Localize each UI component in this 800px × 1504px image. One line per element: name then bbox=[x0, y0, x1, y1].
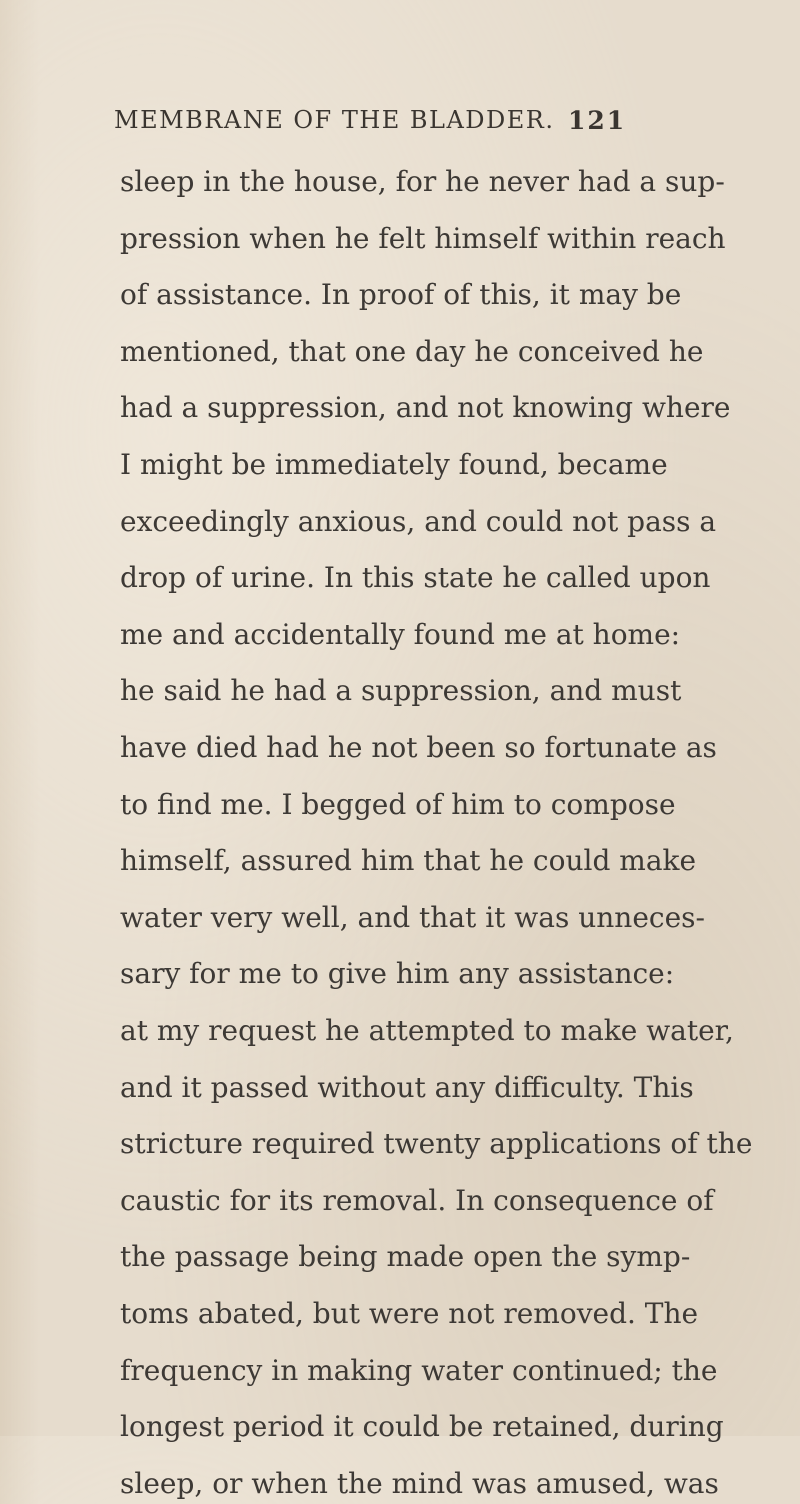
text-line: toms abated, but were not removed. The bbox=[120, 1297, 699, 1330]
text-line: mentioned, that one day he conceived he bbox=[120, 334, 704, 368]
text-line: the passage being made open the symp- bbox=[120, 1240, 691, 1274]
text-line: of assistance. In proof of this, it may be bbox=[120, 278, 682, 312]
text-line: frequency in making water continued; the bbox=[120, 1353, 718, 1387]
text-line: had a suppression, and not knowing where bbox=[120, 391, 731, 425]
text-line: sary for me to give him any assistance: bbox=[120, 957, 675, 991]
text-line: drop of urine. In this state he called upon bbox=[120, 561, 711, 595]
text-line: caustic for its removal. In consequence of bbox=[120, 1183, 714, 1217]
text-line: exceedingly anxious, and could not pass a bbox=[120, 504, 717, 538]
text-line: at my request he attempted to make water, bbox=[120, 1014, 734, 1047]
text-line: he said he had a suppression, and must bbox=[120, 674, 682, 708]
running-title: MEMBRANE OF THE BLADDER. bbox=[114, 106, 555, 134]
page-number: 121 bbox=[568, 106, 627, 135]
text-line: me and accidentally found me at home: bbox=[120, 617, 681, 651]
running-head bbox=[0, 106, 800, 146]
text-line: pression when he felt himself within reach bbox=[120, 221, 726, 255]
text-line: longest period it could be retained, during bbox=[120, 1410, 724, 1444]
text-line: sleep in the house, for he never had a sup- bbox=[120, 165, 725, 198]
text-line: have died had he not been so fortunate as bbox=[120, 731, 717, 764]
text-line: and it passed without any difficulty. This bbox=[120, 1070, 694, 1104]
text-line: I might be immediately found, became bbox=[120, 448, 668, 481]
text-line: to find me. I begged of him to compose bbox=[120, 787, 676, 821]
text-line: sleep, or when the mind was amused, was bbox=[120, 1466, 719, 1500]
text-line: water very well, and that it was unneces- bbox=[120, 900, 705, 934]
text-line: stricture required twenty applications of the bbox=[120, 1127, 753, 1161]
text-line: himself, assured him that he could make bbox=[120, 844, 697, 878]
